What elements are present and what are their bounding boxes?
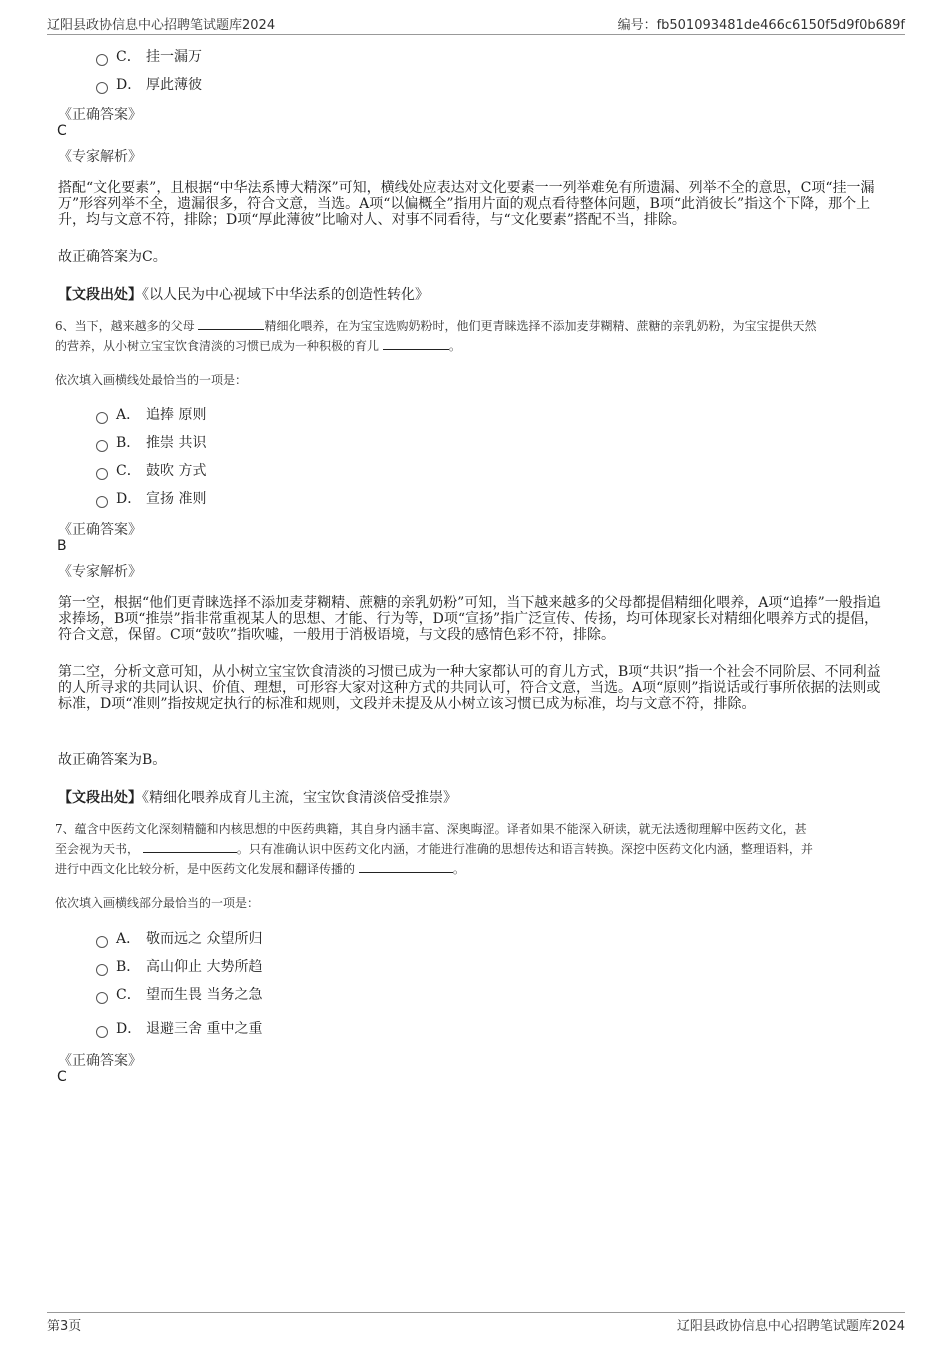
q5-answer: C [57, 123, 67, 139]
radio-icon[interactable] [96, 936, 108, 948]
q5-option-c[interactable]: C． 挂一漏万 [96, 47, 202, 67]
q6-option-c[interactable]: C． 鼓吹 方式 [96, 461, 206, 481]
q6-conclusion: 故正确答案为B。 [58, 752, 167, 768]
q7-option-b[interactable]: B． 高山仰止 大势所趋 [96, 957, 262, 977]
q6-analysis-label: 《专家解析》 [58, 564, 142, 580]
q5-analysis-label: 《专家解析》 [58, 149, 142, 165]
q7-answer: C [57, 1069, 67, 1085]
radio-icon[interactable] [96, 992, 108, 1004]
footer-title: 辽阳县政协信息中心招聘笔试题库2024 [676, 1319, 905, 1334]
radio-icon[interactable] [96, 54, 108, 66]
q5-conclusion: 故正确答案为C。 [58, 249, 167, 265]
q7-answer-label: 《正确答案》 [58, 1053, 142, 1069]
radio-icon[interactable] [96, 412, 108, 424]
q6-source: 【文段出处】《精细化喂养成育儿主流，宝宝饮食清淡倍受推崇》 [58, 790, 457, 806]
radio-icon[interactable] [96, 1026, 108, 1038]
q5-analysis-paragraph: 搭配“文化要素”，且根据“中华法系博大精深”可知，横线处应表达对文化要素一一列举难免有所遗漏、列举不全的意思，C项“挂一漏万”形容列举不全，遗漏很多，符合文意，当选。A项“以偏概全”指用片面的观点看待整体问题，B项“此消彼长”指这个下降，那个上升，均与文意不符，排除；D项“厚此薄彼”比喻对人、对事不同看待，与“文化要素”搭配不当，排除。 [58, 180, 875, 228]
q6-answer-label: 《正确答案》 [58, 522, 142, 538]
page-header [47, 14, 905, 35]
page-footer [47, 1312, 905, 1335]
q6-prompt: 依次填入画横线处最恰当的一项是： [55, 373, 248, 387]
q6-stem: 6、当下，越来越多的父母 精细化喂养，在为宝宝选购奶粉时，他们更青睐选择不添加麦芽糊精、蔗糖的亲乳奶粉，为宝宝提供天然 的营养，从小树立宝宝饮食清淡的习惯已成为一种积极的育儿 。 [55, 319, 817, 353]
q7-stem: 7、蕴含中医药文化深刻精髓和内核思想的中医药典籍，其自身内涵丰富、深奥晦涩。译者如果不能深入研读，就无法透彻理解中医药文化，甚 至会视为天书， 。只有准确认识中医药文化内涵，才能进行准确的思想传达和语言转换。深挖中医药文化内涵，整理语料，并 进行中西文化比较分析，是中医药文化发展和翻译传播的 。 [55, 822, 813, 876]
header-title: 辽阳县政协信息中心招聘笔试题库2024 [47, 18, 276, 33]
page-number: 第3页 [47, 1319, 82, 1334]
q7-blank-2 [359, 860, 453, 873]
radio-icon[interactable] [96, 964, 108, 976]
q7-option-d[interactable]: D． 退避三舍 重中之重 [96, 1019, 262, 1039]
document-id: 编号：fb501093481de466c6150f5d9f0b689f [617, 18, 905, 33]
q6-blank-2 [383, 337, 449, 350]
q6-analysis-paragraph-2: 第二空，分析文意可知，从小树立宝宝饮食清淡的习惯已成为一种大家都认可的育儿方式，B项“共识”指一个社会不同阶层、不同利益的人所寻求的共同认识、价值、理想，可形容大家对这种方式的共同认可，符合文意，当选。A项“原则”指说话或行事所依据的法则或标准，D项“准则”指按规定执行的标准和规则，文段并未提及从小树立该习惯已成为标准，均与文意不符，排除。 [58, 664, 881, 712]
radio-icon[interactable] [96, 440, 108, 452]
radio-icon[interactable] [96, 496, 108, 508]
radio-icon[interactable] [96, 468, 108, 480]
q5-option-d[interactable]: D． 厚此薄彼 [96, 75, 202, 95]
q7-prompt: 依次填入画横线部分最恰当的一项是： [55, 896, 260, 910]
q7-option-a[interactable]: A． 敬而远之 众望所归 [96, 929, 262, 949]
q7-blank-1 [143, 840, 237, 853]
q6-option-a[interactable]: A． 追捧 原则 [96, 405, 206, 425]
q5-answer-label: 《正确答案》 [58, 107, 142, 123]
q5-source: 【文段出处】《以人民为中心视域下中华法系的创造性转化》 [58, 287, 429, 303]
q6-option-b[interactable]: B． 推崇 共识 [96, 433, 206, 453]
q6-option-d[interactable]: D． 宣扬 准则 [96, 489, 206, 509]
radio-icon[interactable] [96, 82, 108, 94]
q7-option-c[interactable]: C． 望而生畏 当务之急 [96, 985, 262, 1005]
q6-analysis-paragraph-1: 第一空，根据“他们更青睐选择不添加麦芽糊精、蔗糖的亲乳奶粉”可知，当下越来越多的父母都提倡精细化喂养，A项“追捧”一般指追求捧场，B项“推崇”指非常重视某人的思想、才能、行为等，D项“宣扬”指广泛宣传、传扬，均可体现家长对精细化喂养方式的提倡，符合文意，保留。C项“鼓吹”指吹嘘，一般用于消极语境，与文段的感情色彩不符，排除。 [58, 595, 881, 643]
q6-blank-1 [198, 317, 264, 330]
q6-answer: B [57, 538, 67, 554]
